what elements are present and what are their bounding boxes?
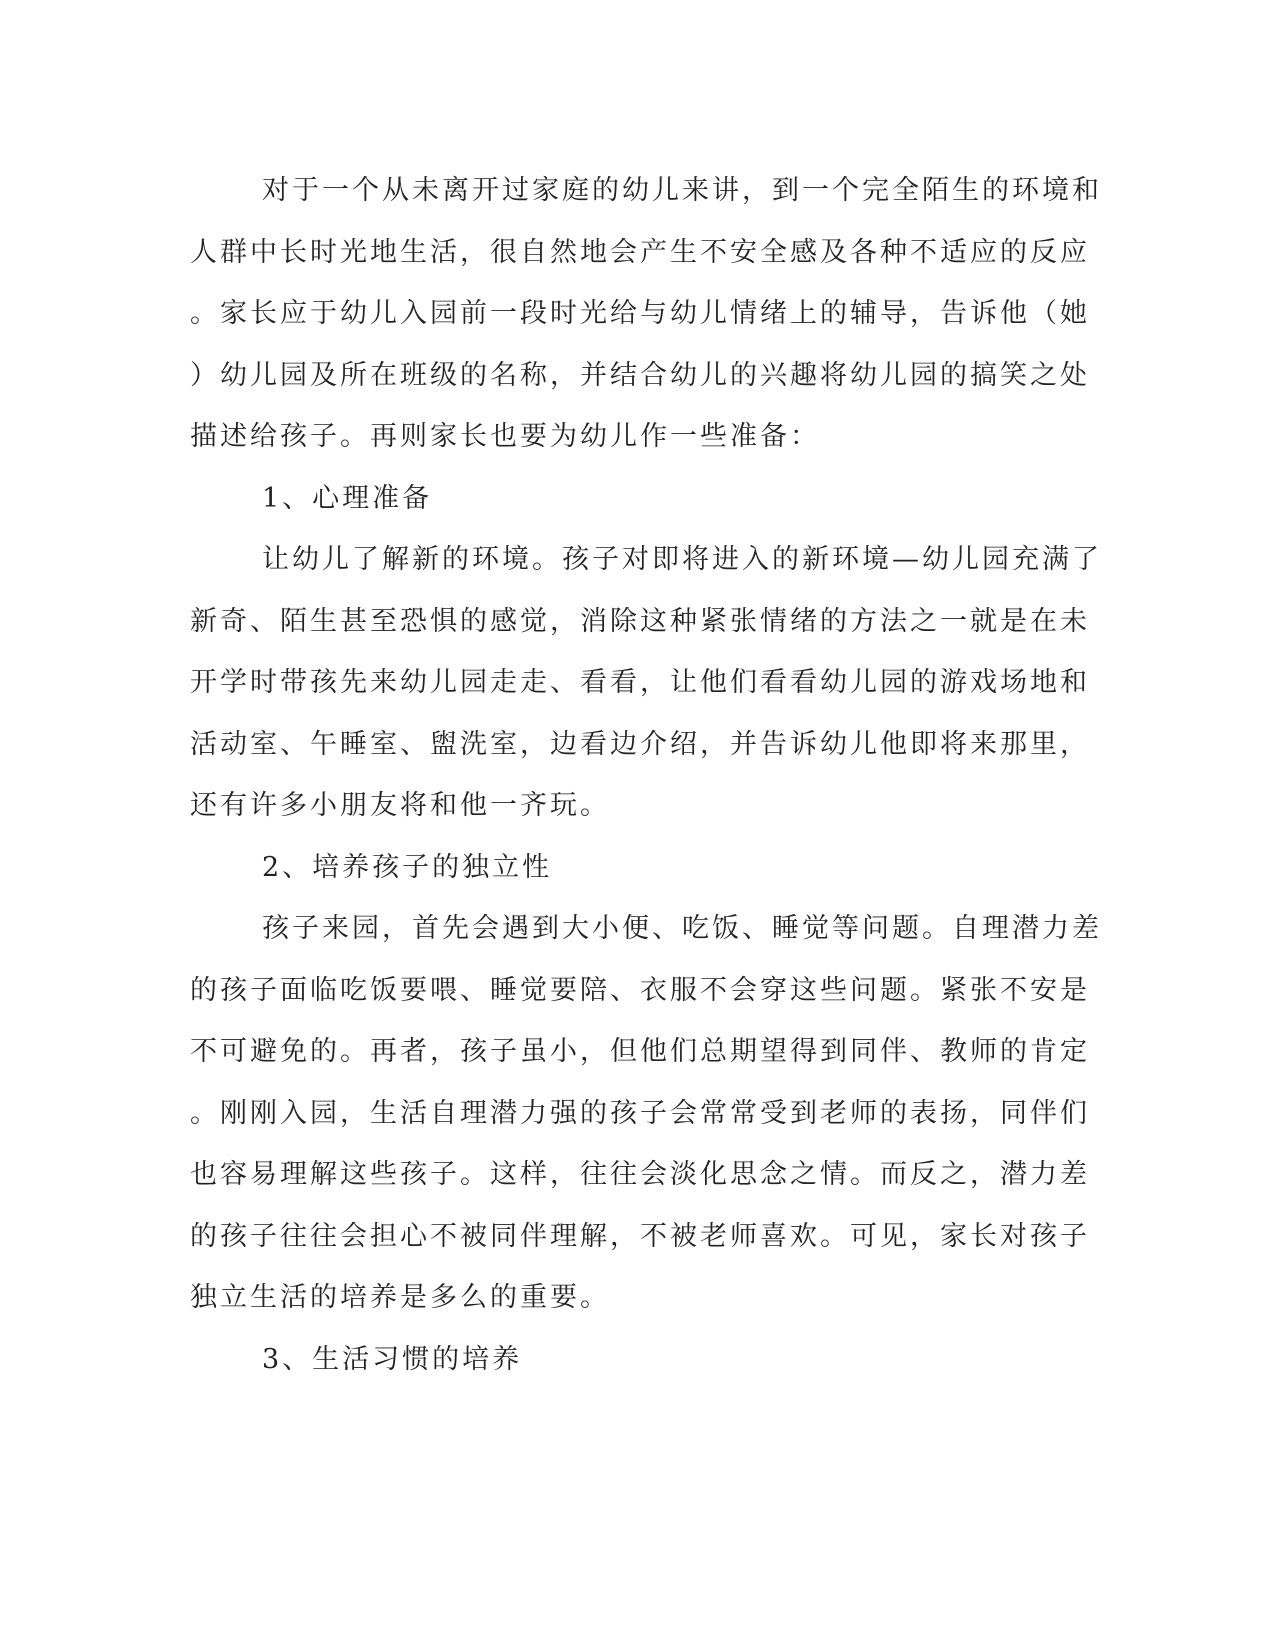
- text-line: 不可避免的。再者，孩子虽小，但他们总期望得到同伴、教师的肯定: [190, 1036, 1090, 1067]
- text-line: 还有许多小朋友将和他一齐玩。: [190, 790, 610, 821]
- document-body: [190, 160, 1102, 1390]
- text-line: 对于一个从未离开过家庭的幼儿来讲，到一个完全陌生的环境和: [262, 175, 1102, 206]
- text-line: 也容易理解这些孩子。这样，往往会淡化思念之情。而反之，潜力差: [190, 1159, 1090, 1190]
- text-line: 。家长应于幼儿入园前一段时光给与幼儿情绪上的辅导，告诉他（她: [190, 298, 1090, 329]
- text-line: 人群中长时光地生活，很自然地会产生不安全感及各种不适应的反应: [190, 236, 1090, 268]
- text-line: 2、培养孩子的独立性: [262, 851, 553, 883]
- text-line: 3、生活习惯的培养: [262, 1343, 523, 1375]
- text-line: 独立生活的培养是多么的重要。: [190, 1282, 610, 1313]
- text-line: ）幼儿园及所在班级的名称，并结合幼儿的兴趣将幼儿园的搞笑之处: [190, 359, 1090, 391]
- text-line: 活动室、午睡室、盥洗室，边看边介绍，并告诉幼儿他即将来那里，: [190, 728, 1090, 760]
- text-line: 孩子来园，首先会遇到大小便、吃饭、睡觉等问题。自理潜力差: [262, 913, 1102, 944]
- text-line: 的孩子往往会担心不被同伴理解，不被老师喜欢。可见，家长对孩子: [190, 1220, 1090, 1252]
- text-line: 开学时带孩先来幼儿园走走、看看，让他们看看幼儿园的游戏场地和: [190, 667, 1090, 698]
- text-line: 的孩子面临吃饭要喂、睡觉要陪、衣服不会穿这些问题。紧张不安是: [190, 974, 1090, 1006]
- text-line: 让幼儿了解新的环境。孩子对即将进入的新环境—幼儿园充满了: [262, 544, 1102, 575]
- text-line: 新奇、陌生甚至恐惧的感觉，消除这种紧张情绪的方法之一就是在未: [190, 605, 1090, 637]
- text-line: 。刚刚入园，生活自理潜力强的孩子会常常受到老师的表扬，同伴们: [190, 1097, 1090, 1129]
- text-line: 描述给孩子。再则家长也要为幼儿作一些准备：: [190, 421, 820, 452]
- text-line: 1、心理准备: [262, 482, 433, 514]
